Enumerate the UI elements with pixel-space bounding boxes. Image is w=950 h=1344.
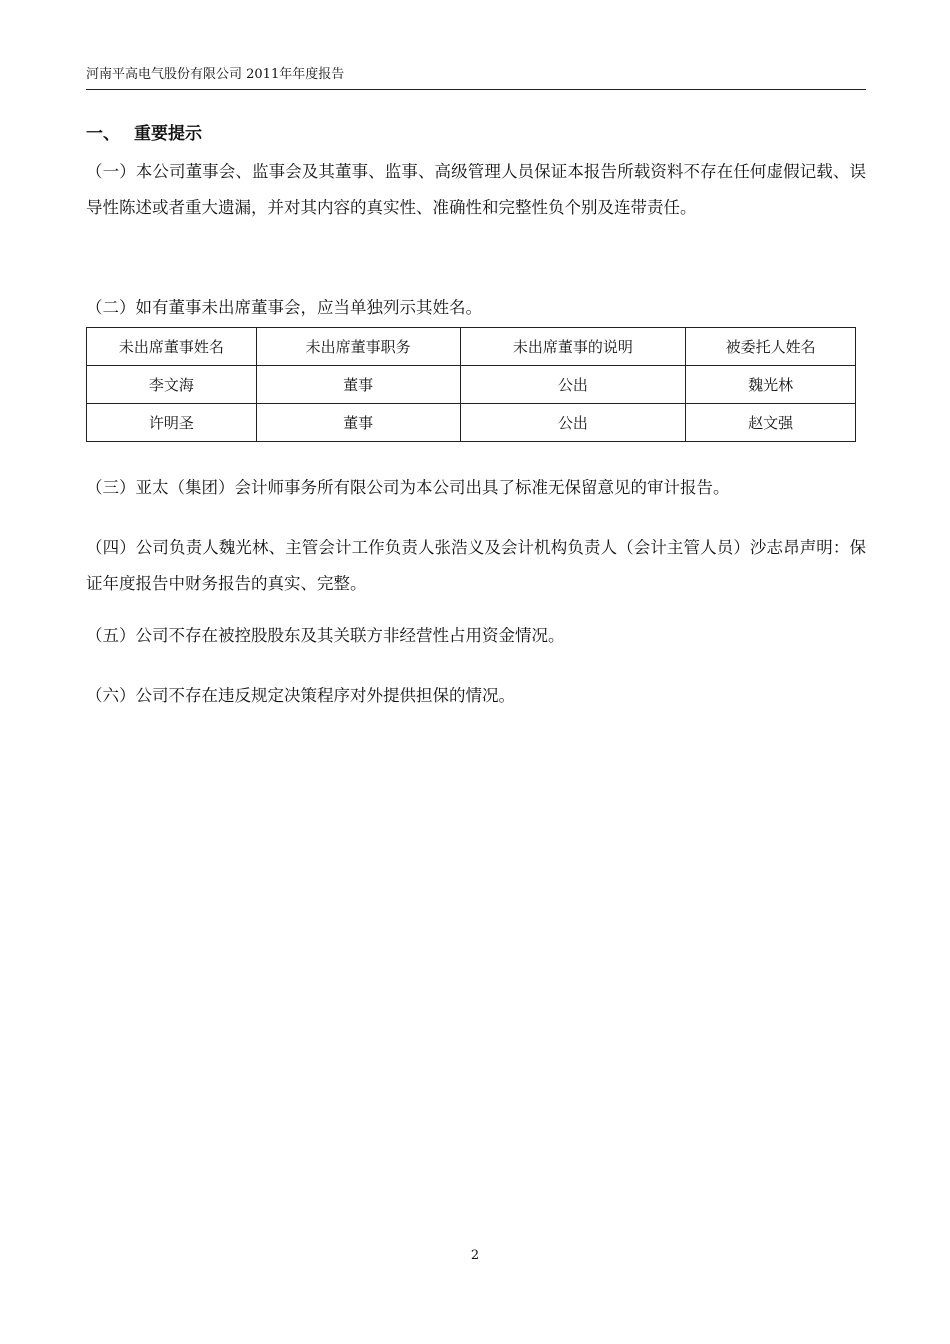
table-cell: 公出: [460, 366, 686, 404]
table-cell: 董事: [256, 366, 460, 404]
report-title: 河南平高电气股份有限公司 2011年年度报告: [86, 67, 345, 82]
section-title: 重要提示: [134, 124, 202, 144]
paragraph-fund-occupation: （五）公司不存在被控股股东及其关联方非经营性占用资金情况。: [86, 626, 565, 645]
paragraph-financial-statement-declaration: （四）公司负责人魏光林、主管会计工作负责人张浩义及会计机构负责人（会计主管人员）沙志昂声明：保证年度报告中财务报告的真实、完整。: [86, 538, 866, 593]
table-cell: 许明圣: [87, 404, 257, 442]
table-cell: 公出: [460, 404, 686, 442]
section-heading: [86, 122, 202, 146]
table-row: [87, 404, 856, 442]
table-header-cell: 被委托人姓名: [686, 328, 856, 366]
paragraph-board-guarantee: （一）本公司董事会、监事会及其董事、监事、高级管理人员保证本报告所载资料不存在任何虚假记载、误导性陈述或者重大遗漏，并对其内容的真实性、准确性和完整性负个别及连带责任。: [86, 162, 866, 217]
table-header-row: [87, 328, 856, 366]
paragraph-audit-opinion: （三）亚太（集团）会计师事务所有限公司为本公司出具了标准无保留意见的审计报告。: [86, 478, 730, 497]
paragraph-absent-directors: （二）如有董事未出席董事会，应当单独列示其姓名。: [86, 298, 482, 317]
table-cell: 魏光林: [686, 366, 856, 404]
table-header-cell: 未出席董事姓名: [87, 328, 257, 366]
table-header-cell: 未出席董事的说明: [460, 328, 686, 366]
absent-directors-table: [86, 327, 856, 442]
section-number: 一、: [86, 124, 120, 144]
page-number: 2: [470, 1248, 480, 1263]
table-cell: 赵文强: [686, 404, 856, 442]
table-header-cell: 未出席董事职务: [256, 328, 460, 366]
page-header: [86, 66, 866, 90]
paragraph-external-guarantee: （六）公司不存在违反规定决策程序对外提供担保的情况。: [86, 686, 515, 705]
table-row: [87, 366, 856, 404]
table-cell: 李文海: [87, 366, 257, 404]
table-cell: 董事: [256, 404, 460, 442]
